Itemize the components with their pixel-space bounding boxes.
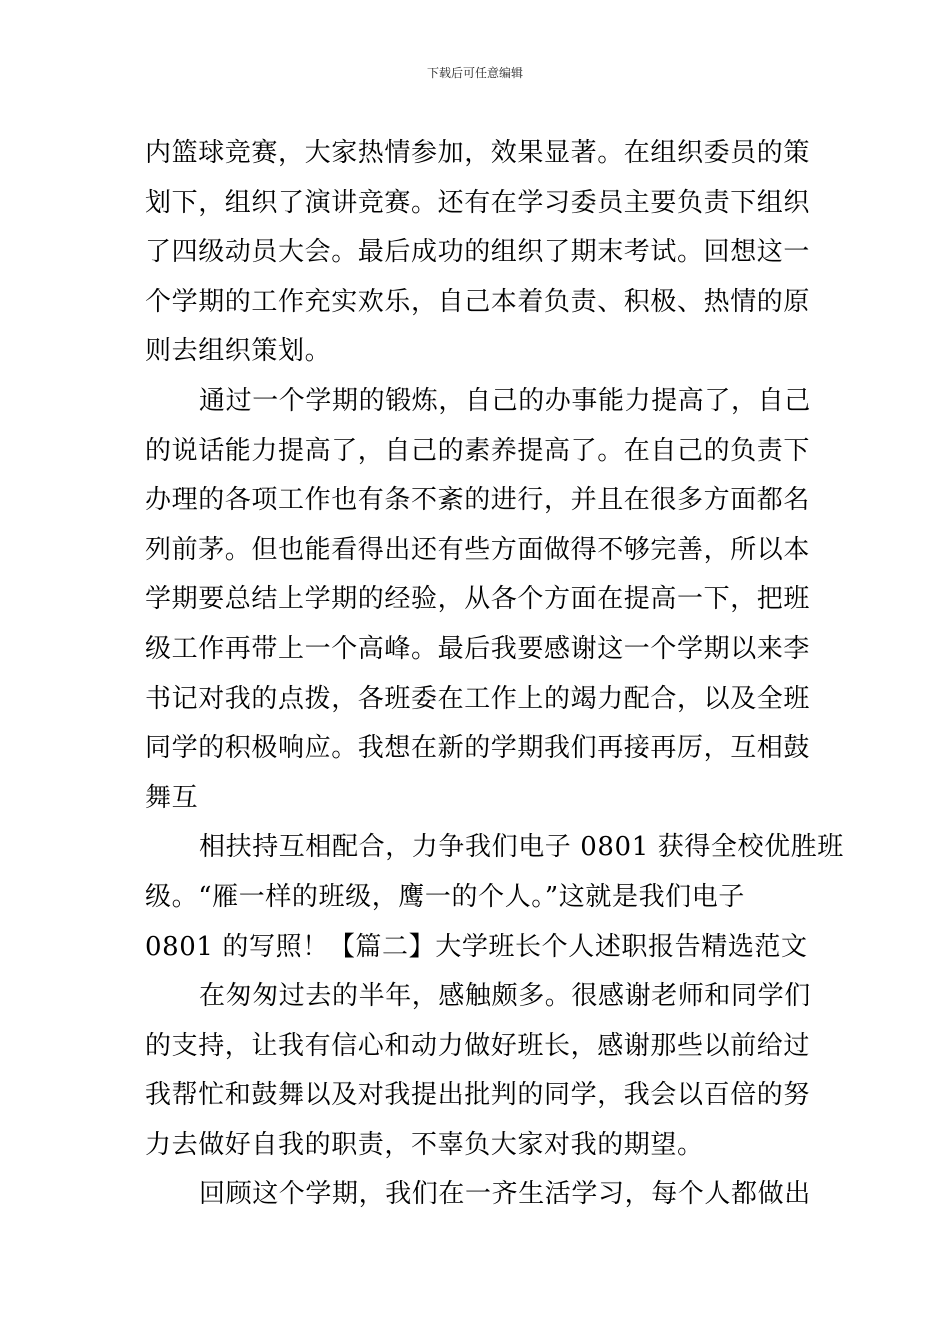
text-line: 级工作再带上一个高峰。最后我要感谢这一个学期以来李	[145, 633, 811, 664]
text-line: 回顾这个学期，我们在一齐生活学习，每个人都做出	[199, 1179, 811, 1210]
text-line: 划下，组织了演讲竞赛。还有在学习委员主要负责下组织	[145, 187, 811, 218]
document-body	[145, 129, 844, 1220]
text-line: 通过一个学期的锻炼，自己的办事能力提高了，自己	[199, 385, 811, 416]
text-line: 舞互	[145, 782, 199, 813]
text-line: 内篮球竞赛，大家热情参加，效果显著。在组织委员的策	[145, 138, 811, 168]
text-line: 学期要总结上学期的经验，从各个方面在提高一下，把班	[145, 584, 811, 615]
text-line: 了四级动员大会。最后成功的组织了期末考试。回想这一	[145, 237, 811, 268]
text-line: 在匆匆过去的半年，感触颇多。很感谢老师和同学们	[199, 981, 811, 1012]
text-line: 个学期的工作充实欢乐，自己本着负责、积极、热情的原	[145, 286, 811, 317]
text-line: 办理的各项工作也有条不紊的进行，并且在很多方面都名	[145, 485, 811, 516]
text-line: 书记对我的点拨，各班委在工作上的竭力配合，以及全班	[145, 683, 811, 714]
text-line: 相扶持互相配合，力争我们电子 0801 获得全校优胜班	[199, 832, 844, 863]
text-line: 0801 的写照！【篇二】大学班长个人述职报告精选范文	[145, 931, 808, 962]
text-line: 的支持，让我有信心和动力做好班长，感谢那些以前给过	[145, 1030, 811, 1061]
text-line: 的说话能力提高了，自己的素养提高了。在自己的负责下	[145, 435, 811, 466]
text-line: 列前茅。但也能看得出还有些方面做得不够完善，所以本	[145, 534, 811, 565]
text-line: 则去组织策划。	[145, 336, 332, 367]
text-line: 力去做好自我的职责，不辜负大家对我的期望。	[145, 1129, 704, 1160]
page-header: 下载后可任意编辑	[426, 66, 523, 80]
text-line: 我帮忙和鼓舞以及对我提出批判的同学，我会以百倍的努	[145, 1080, 811, 1111]
text-line: 级。“雁一样的班级，鹰一的个人。”这就是我们电子	[145, 881, 745, 912]
text-line: 同学的积极响应。我想在新的学期我们再接再厉，互相鼓	[145, 733, 811, 764]
